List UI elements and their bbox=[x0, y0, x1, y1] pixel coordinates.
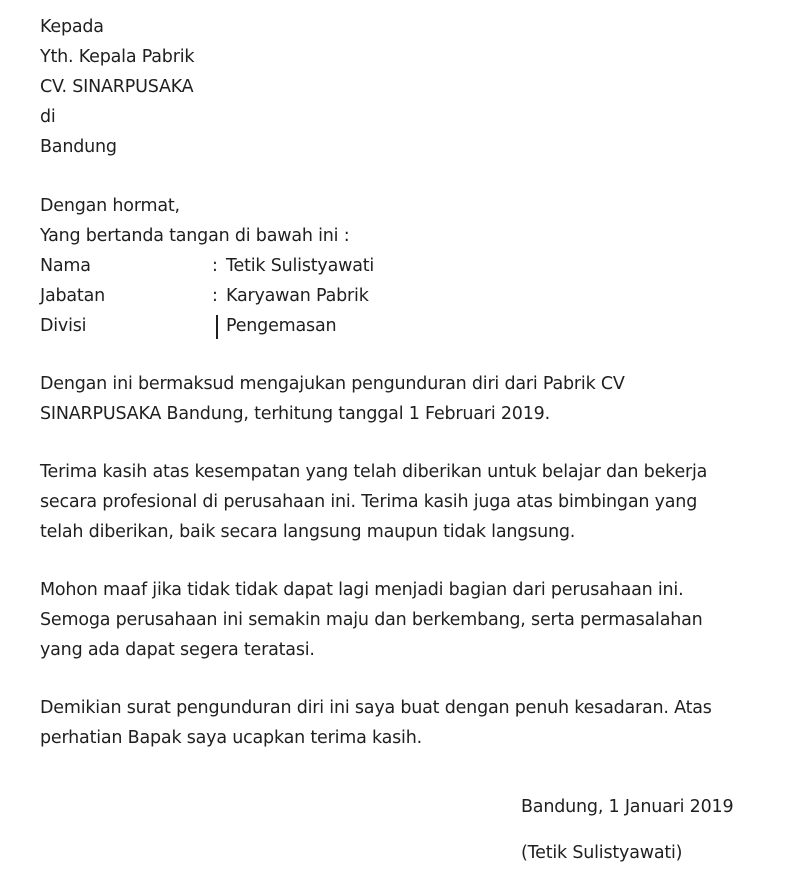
addressee-line: CV. SINARPUSAKA bbox=[40, 77, 194, 97]
addressee-line: Yth. Kepala Pabrik bbox=[40, 47, 195, 67]
field-row-division bbox=[40, 311, 780, 341]
signature-text: (Tetik Sulistyawati) bbox=[521, 843, 683, 863]
field-label: Divisi bbox=[40, 316, 87, 336]
text-cursor bbox=[212, 311, 226, 341]
field-value: Pengemasan bbox=[226, 316, 337, 336]
greeting-block bbox=[40, 191, 780, 341]
paragraph-line: Terima kasih atas kesempatan yang telah diberikan untuk belajar dan bekerja bbox=[40, 462, 708, 482]
addressee-line: Bandung bbox=[40, 137, 117, 157]
field-value: Karyawan Pabrik bbox=[226, 286, 369, 306]
paragraph-intent bbox=[40, 369, 780, 429]
paragraph-line: yang ada dapat segera teratasi. bbox=[40, 640, 315, 660]
addressee-block bbox=[40, 12, 780, 162]
city-date bbox=[521, 792, 781, 822]
paragraph-line: Mohon maaf jika tidak tidak dapat lagi menjadi bagian dari perusahaan ini. bbox=[40, 580, 684, 600]
city-date-text: Bandung, 1 Januari 2019 bbox=[521, 797, 734, 817]
addressee-line: Kepada bbox=[40, 17, 104, 37]
paragraph-line: Semoga perusahaan ini semakin maju dan berkembang, serta permasalahan bbox=[40, 610, 703, 630]
paragraph-line: perhatian Bapak saya ucapkan terima kasih. bbox=[40, 728, 422, 748]
field-row-position bbox=[40, 281, 780, 311]
field-row-name bbox=[40, 251, 780, 281]
field-separator: : bbox=[212, 256, 218, 276]
paragraph-line: Dengan ini bermaksud mengajukan pengunduran diri dari Pabrik CV bbox=[40, 374, 625, 394]
addressee-line: di bbox=[40, 107, 56, 127]
field-separator: : bbox=[212, 286, 218, 306]
field-value: Tetik Sulistyawati bbox=[226, 256, 375, 276]
paragraph-line: secara profesional di perusahaan ini. Terima kasih juga atas bimbingan yang bbox=[40, 492, 698, 512]
paragraph-line: Demikian surat pengunduran diri ini saya buat dengan penuh kesadaran. Atas bbox=[40, 698, 712, 718]
paragraph-thanks bbox=[40, 457, 780, 547]
paragraph-closing bbox=[40, 693, 780, 753]
greeting: Dengan hormat, bbox=[40, 196, 180, 216]
paragraph-line: telah diberikan, baik secara langsung maupun tidak langsung. bbox=[40, 522, 576, 542]
paragraph-line: SINARPUSAKA Bandung, terhitung tanggal 1 Februari 2019. bbox=[40, 404, 550, 424]
paragraph-apology bbox=[40, 575, 780, 665]
intro-line: Yang bertanda tangan di bawah ini : bbox=[40, 226, 350, 246]
field-label: Jabatan bbox=[40, 286, 105, 306]
resignation-letter bbox=[40, 0, 780, 753]
signature bbox=[521, 838, 781, 868]
field-label: Nama bbox=[40, 256, 91, 276]
